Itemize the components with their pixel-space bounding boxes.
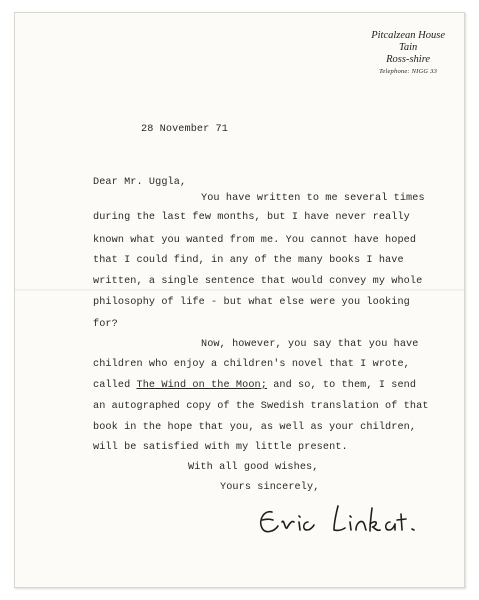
closing: With all good wishes, [188, 462, 319, 473]
paragraph1-line: for? [93, 319, 118, 330]
letterhead-telephone: Telephone: NIGG 33 [379, 68, 438, 75]
paragraph1-line: You have written to me several times [201, 193, 425, 204]
letterhead-house: Pitcalzean House [371, 30, 445, 41]
salutation: Dear Mr. Uggla, [93, 177, 187, 188]
paper-fold-crease [15, 289, 464, 291]
letterhead-town: Tain [398, 42, 418, 53]
text-and-so: and so, to them, I send [266, 380, 417, 391]
paragraph1-line: during the last few months, but I have never really [93, 212, 410, 223]
paragraph1-line: philosophy of life - but what else were you looking [93, 297, 410, 308]
paragraph2-line: will be satisfied with my little present. [93, 442, 348, 453]
text-called: called [93, 380, 137, 391]
paragraph2-line: book in the hope that you, as well as your children, [93, 422, 417, 433]
handwritten-signature [252, 500, 422, 540]
signoff: Yours sincerely, [220, 482, 320, 493]
paragraph1-line: that I could find, in any of the many books I have [93, 255, 404, 266]
paragraph2-line [93, 380, 416, 391]
paragraph2-line: children who enjoy a children's novel that I wrote, [93, 359, 410, 370]
book-title: The Wind on the Moon; [136, 380, 267, 391]
letterhead-county: Ross-shire [386, 54, 431, 65]
paragraph1-line: known what you wanted from me. You cannot have hoped [93, 235, 417, 246]
letter-date: 28 November 71 [141, 124, 228, 135]
paragraph2-line: Now, however, you say that you have [201, 339, 419, 350]
letterhead [371, 30, 445, 77]
paragraph1-line: written, a single sentence that would convey my whole [93, 276, 423, 287]
paragraph2-line: an autographed copy of the Swedish translation of that [93, 401, 429, 412]
